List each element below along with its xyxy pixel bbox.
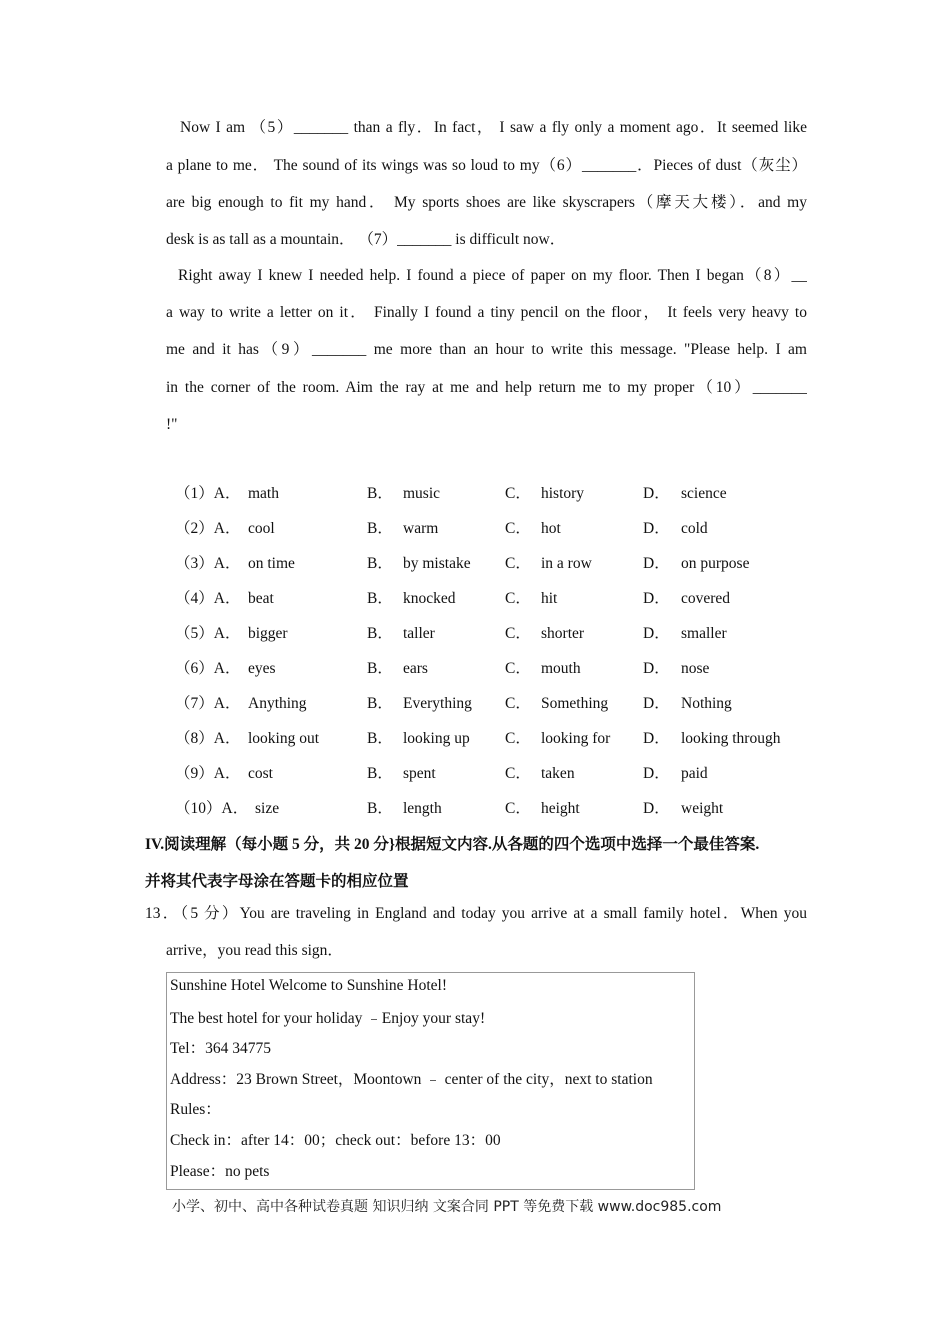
option-a: Anything xyxy=(248,695,307,712)
option-letter-c: C． xyxy=(505,555,531,572)
option-b: knocked xyxy=(403,590,456,607)
option-letter-b: B． xyxy=(367,695,393,712)
option-letter-d: D． xyxy=(643,590,670,607)
option-b: warm xyxy=(403,520,439,537)
passage-line: Now I am （5）_______ than a fly．In fact， I saw a fly only a moment ago．It seemed like xyxy=(180,119,807,136)
sign-line: Tel：364 34775 xyxy=(170,1040,271,1057)
option-d: weight xyxy=(681,800,724,817)
option-b: Everything xyxy=(403,695,472,712)
option-c: height xyxy=(541,800,580,817)
passage-line: a plane to me． The sound of its wings was so loud to my（6）_______．Pieces of dust（灰尘） xyxy=(166,157,807,174)
sign-line: Address：23 Brown Street，Moontown ﹣ center of the city，next to station xyxy=(170,1071,653,1088)
option-number: （2）A． xyxy=(175,520,241,537)
passage-line: !" xyxy=(166,416,178,433)
option-letter-c: C． xyxy=(505,520,531,537)
option-number: （7）A． xyxy=(175,695,241,712)
option-d: Nothing xyxy=(681,695,732,712)
option-c: mouth xyxy=(541,660,581,677)
option-c: taken xyxy=(541,765,575,782)
option-number: （8）A． xyxy=(175,730,241,747)
option-letter-b: B． xyxy=(367,660,393,677)
option-letter-d: D． xyxy=(643,730,670,747)
option-b: by mistake xyxy=(403,555,471,572)
option-d: on purpose xyxy=(681,555,750,572)
option-c: Something xyxy=(541,695,609,712)
option-letter-d: D． xyxy=(643,555,670,572)
option-c: history xyxy=(541,485,585,502)
hotel-sign-box xyxy=(166,972,695,1190)
option-d: nose xyxy=(681,660,710,677)
option-number: （5）A． xyxy=(175,625,241,642)
option-letter-b: B． xyxy=(367,555,393,572)
sign-line: The best hotel for your holiday ﹣Enjoy your stay! xyxy=(170,1010,486,1027)
sign-line: Please：no pets xyxy=(170,1163,270,1180)
section-heading: IV.阅读理解（每小题 5 分，共 20 分}根据短文内容.从各题的四个选项中选择一个最佳答案. xyxy=(145,836,760,853)
option-b: length xyxy=(403,800,442,817)
option-letter-b: B． xyxy=(367,520,393,537)
option-number: （1）A． xyxy=(175,485,241,502)
passage-line: a way to write a letter on it． Finally I found a tiny pencil on the floor， It feels very heavy to xyxy=(166,304,807,321)
question-13-prompt-cont: arrive，you read this sign． xyxy=(166,942,343,959)
option-a: beat xyxy=(248,590,274,607)
option-b: music xyxy=(403,485,441,502)
section-heading: 并将其代表字母涂在答题卡的相应位置 xyxy=(145,873,409,890)
option-letter-c: C． xyxy=(505,625,531,642)
option-d: science xyxy=(681,485,727,502)
option-letter-b: B． xyxy=(367,730,393,747)
option-a: eyes xyxy=(248,660,276,677)
option-a: cool xyxy=(248,520,275,537)
option-letter-d: D． xyxy=(643,625,670,642)
sign-line: Check in：after 14：00；check out：before 13：00 xyxy=(170,1132,501,1149)
option-c: hit xyxy=(541,590,558,607)
option-letter-b: B． xyxy=(367,590,393,607)
option-letter-d: D． xyxy=(643,520,670,537)
option-letter-c: C． xyxy=(505,485,531,502)
option-a: math xyxy=(248,485,279,502)
sign-line: Sunshine Hotel Welcome to Sunshine Hotel! xyxy=(170,977,448,994)
option-number: （9）A． xyxy=(175,765,241,782)
footer-watermark: 小学、初中、高中各种试卷真题 知识归纳 文案合同 PPT 等免费下载 www.doc985.com xyxy=(172,1199,722,1215)
option-letter-b: B． xyxy=(367,765,393,782)
option-a: cost xyxy=(248,765,273,782)
option-b: looking up xyxy=(403,730,470,747)
option-d: cold xyxy=(681,520,708,537)
option-b: taller xyxy=(403,625,435,642)
question-13-prompt: 13．（5 分）You are traveling in England and today you arrive at a small family hotel．When you xyxy=(145,905,807,922)
option-letter-b: B． xyxy=(367,625,393,642)
option-number: （3）A． xyxy=(175,555,241,572)
option-number: （6）A． xyxy=(175,660,241,677)
option-letter-c: C． xyxy=(505,730,531,747)
sign-line: Rules： xyxy=(170,1101,221,1118)
option-d: smaller xyxy=(681,625,727,642)
passage-line: Right away I knew I needed help. I found a piece of paper on my floor. Then I began（8）__ xyxy=(178,267,807,284)
passage-line: me and it has（9）_______ me more than an hour to write this message. "Please help. I am xyxy=(166,341,807,358)
option-number: （10）A． xyxy=(175,800,249,817)
option-letter-d: D． xyxy=(643,800,670,817)
option-b: spent xyxy=(403,765,436,782)
option-letter-d: D． xyxy=(643,660,670,677)
option-letter-c: C． xyxy=(505,660,531,677)
option-number: （4）A． xyxy=(175,590,241,607)
option-a: on time xyxy=(248,555,295,572)
option-letter-d: D． xyxy=(643,765,670,782)
option-letter-c: C． xyxy=(505,765,531,782)
option-letter-b: B． xyxy=(367,485,393,502)
option-letter-d: D． xyxy=(643,485,670,502)
option-d: paid xyxy=(681,765,708,782)
option-a: bigger xyxy=(248,625,288,642)
option-c: looking for xyxy=(541,730,611,747)
option-a: size xyxy=(255,800,280,817)
option-c: shorter xyxy=(541,625,585,642)
option-letter-b: B． xyxy=(367,800,393,817)
option-c: hot xyxy=(541,520,561,537)
option-letter-c: C． xyxy=(505,695,531,712)
passage-line: are big enough to fit my hand． My sports shoes are like skyscrapers（摩天大楼）．and my xyxy=(166,194,807,211)
passage-line: desk is as tall as a mountain． （7）_______ is difficult now． xyxy=(166,231,566,248)
option-letter-c: C． xyxy=(505,800,531,817)
option-c: in a row xyxy=(541,555,592,572)
option-d: covered xyxy=(681,590,731,607)
option-a: looking out xyxy=(248,730,320,747)
option-letter-c: C． xyxy=(505,590,531,607)
passage-line: in the corner of the room. Aim the ray at me and help return me to my proper（10）_______ xyxy=(166,379,807,396)
option-b: ears xyxy=(403,660,428,677)
option-letter-d: D． xyxy=(643,695,670,712)
option-d: looking through xyxy=(681,730,781,747)
